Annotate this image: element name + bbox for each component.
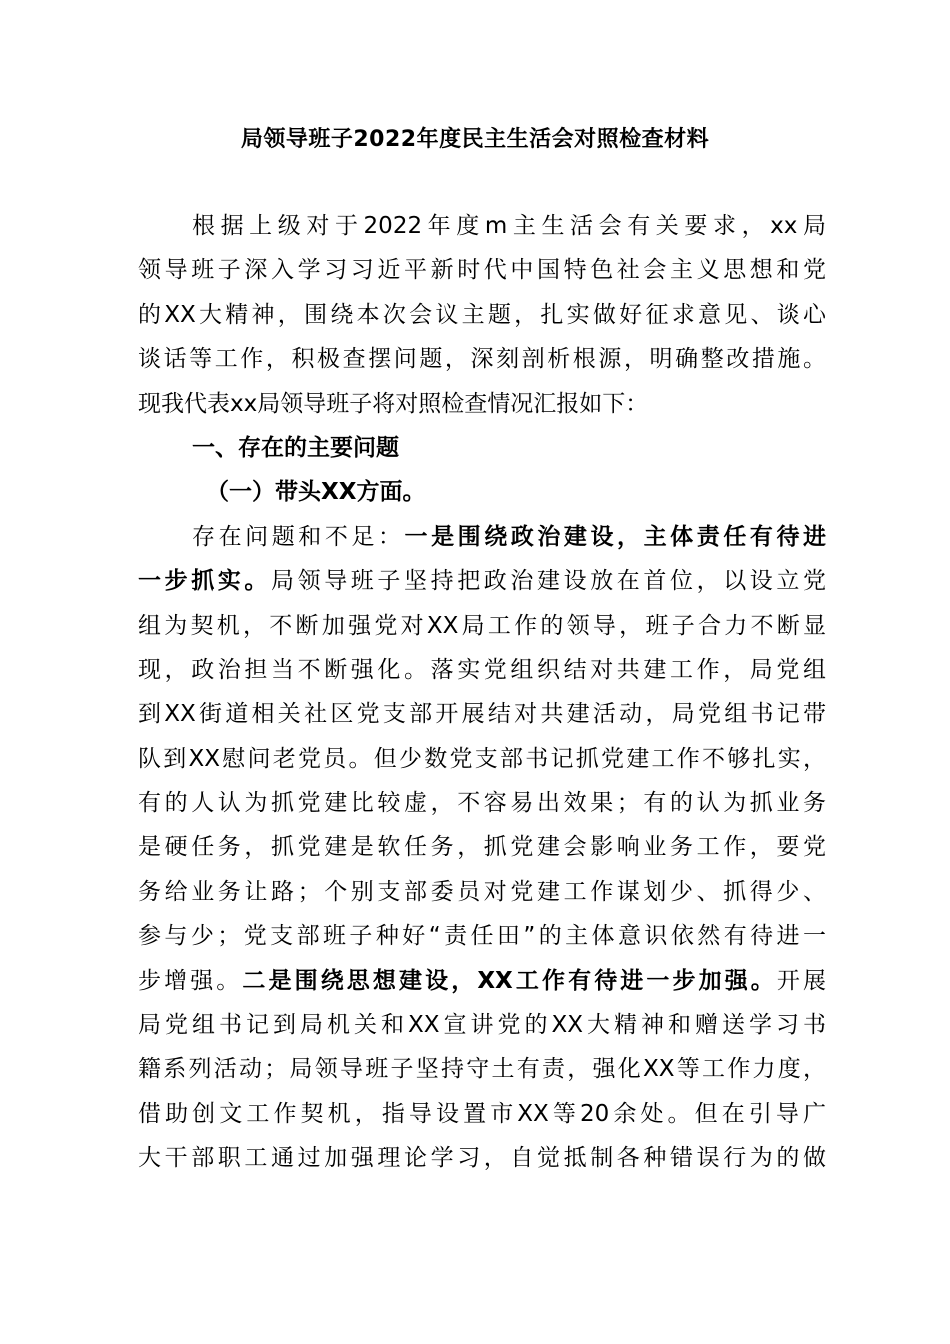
body-text-normal: 存在问题和不足： bbox=[192, 523, 405, 550]
body-line: 有的人认为抓党建比较虚，不容易出效果；有的认为抓业务 bbox=[138, 790, 826, 817]
body-line: 现我代表xx局领导班子将对照检查情况汇报如下： bbox=[138, 390, 649, 417]
body-line bbox=[138, 959, 826, 1003]
body-text-emphasis: 一步抓实。 bbox=[138, 568, 271, 595]
body-line: 到XX街道相关社区党支部开展结对共建活动，局党组书记带 bbox=[138, 701, 826, 728]
section-heading: 一、存在的主要问题 bbox=[192, 434, 399, 461]
body-line bbox=[138, 559, 826, 603]
body-line: 领导班子深入学习习近平新时代中国特色社会主义思想和党 bbox=[138, 257, 826, 284]
body-line: 组为契机，不断加强党对XX局工作的领导，班子合力不断显 bbox=[138, 612, 826, 639]
document-body bbox=[138, 204, 826, 1181]
body-text-normal: 开展 bbox=[776, 967, 827, 994]
body-line: 借助创文工作契机，指导设置市XX等20余处。但在引导广 bbox=[138, 1100, 826, 1127]
body-line: 是硬任务，抓党建是软任务，抓党建会影响业务工作，要党 bbox=[138, 834, 826, 861]
body-line: 根据上级对于2022年度m主生活会有关要求，xx局 bbox=[192, 213, 826, 239]
body-line: 现，政治担当不断强化。落实党组织结对共建工作，局党组 bbox=[138, 656, 826, 683]
body-text-normal: 步增强。 bbox=[138, 967, 243, 994]
body-line: 大干部职工通过加强理论学习，自觉抵制各种错误行为的做 bbox=[138, 1145, 826, 1172]
document-title: 局领导班子2022年度民主生活会对照检查材料 bbox=[240, 127, 710, 152]
subsection-heading: （一）带头XX方面。 bbox=[206, 479, 426, 506]
body-line: 局党组书记到局机关和XX宣讲党的XX大精神和赠送学习书 bbox=[138, 1012, 826, 1039]
body-line bbox=[138, 515, 826, 559]
body-line: 队到XX慰问老党员。但少数党支部书记抓党建工作不够扎实， bbox=[138, 745, 826, 772]
body-line: 的XX大精神，围绕本次会议主题，扎实做好征求意见、谈心 bbox=[138, 301, 826, 328]
body-line: 籍系列活动；局领导班子坚持守土有责，强化XX等工作力度， bbox=[138, 1056, 826, 1083]
body-text-emphasis: 一是围绕政治建设，主体责任有待进 bbox=[404, 523, 827, 550]
body-text-emphasis: 二是围绕思想建设，XX工作有待进一步加强。 bbox=[242, 967, 777, 994]
body-text-normal: 局领导班子坚持把政治建设放在首位，以设立党 bbox=[271, 568, 827, 595]
body-line: 谈话等工作，积极查摆问题，深刻剖析根源，明确整改措施。 bbox=[138, 346, 826, 373]
body-line: 务给业务让路；个别支部委员对党建工作谋划少、抓得少、 bbox=[138, 878, 826, 905]
body-line: 参与少；党支部班子种好“责任田”的主体意识依然有待进一 bbox=[138, 923, 826, 950]
